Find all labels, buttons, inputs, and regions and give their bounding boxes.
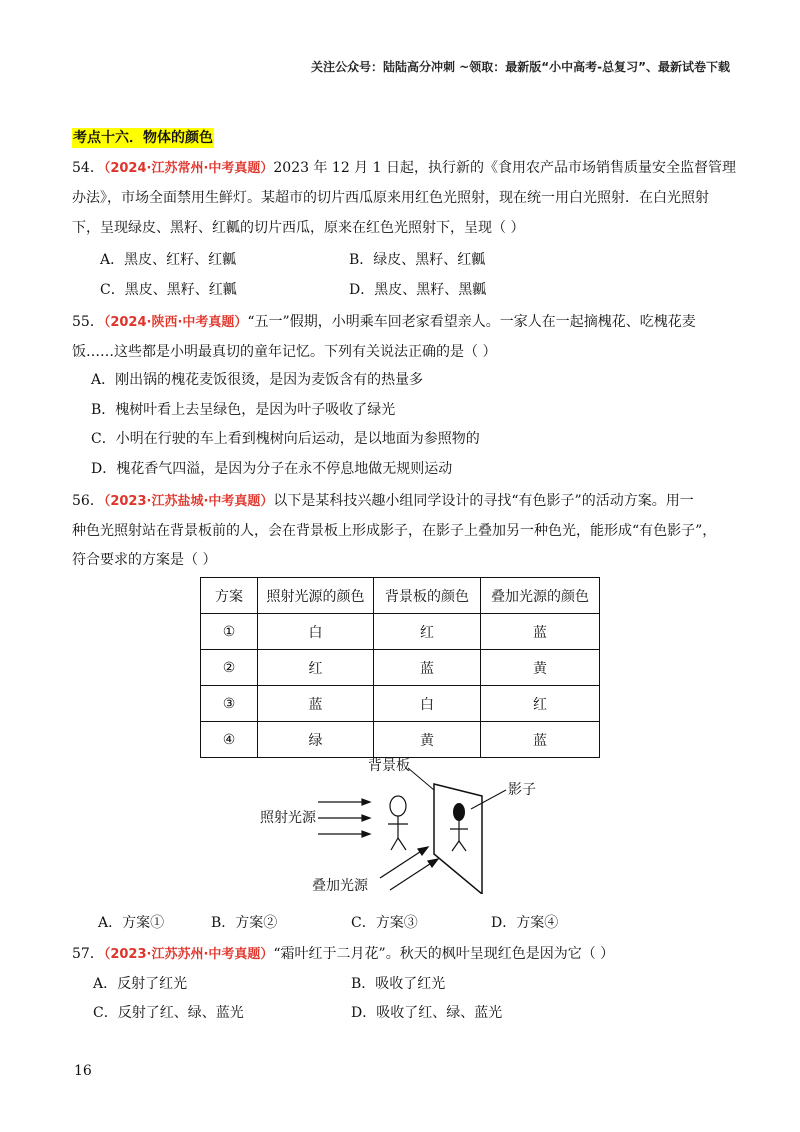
q54-option-b: B．绿皮、黑籽、红瓤 bbox=[349, 252, 486, 268]
shadow-experiment-figure bbox=[250, 754, 570, 894]
table-cell: ③ bbox=[201, 686, 258, 722]
table-header-cell: 背景板的颜色 bbox=[374, 578, 481, 614]
table-header-row bbox=[201, 578, 600, 614]
overlay-source-label: 叠加光源 bbox=[312, 878, 368, 894]
q54-option-c: C．黑皮、黑籽、红瓤 bbox=[100, 282, 237, 298]
q57-source: （2023·江苏苏州·中考真题） bbox=[103, 947, 274, 962]
board-label: 背景板 bbox=[368, 758, 410, 774]
person-figure bbox=[388, 796, 408, 850]
table-cell: 蓝 bbox=[374, 650, 481, 686]
q55-source: （2024·陕西·中考真题） bbox=[103, 315, 248, 330]
table-cell: 白 bbox=[374, 686, 481, 722]
illumination-arrows bbox=[318, 799, 370, 837]
q56-option-b: B．方案② bbox=[211, 915, 278, 931]
page-header: 关注公众号：陆陆高分冲刺 ~领取：最新版“小中高考-总复习”、最新试卷下载 bbox=[311, 60, 730, 74]
table-header-cell: 叠加光源的颜色 bbox=[481, 578, 600, 614]
q57-number: 57． bbox=[72, 946, 104, 962]
table-cell: ② bbox=[201, 650, 258, 686]
table-row bbox=[201, 686, 600, 722]
q55-text1: “五一”假期，小明乘车回老家看望亲人。一家人在一起摘槐花、吃槐花麦 bbox=[247, 314, 696, 330]
q54-number: 54． bbox=[72, 160, 104, 176]
q55-option-d: D．槐花香气四溢，是因为分子在永不停息地做无规则运动 bbox=[91, 461, 453, 477]
board-pointer-line bbox=[408, 768, 434, 790]
table-header-cell: 照射光源的颜色 bbox=[258, 578, 374, 614]
q56-option-a: A．方案① bbox=[98, 915, 165, 931]
table-cell: 蓝 bbox=[481, 614, 600, 650]
table-cell: ① bbox=[201, 614, 258, 650]
table-cell: 绿 bbox=[258, 722, 374, 758]
illumination-source-label: 照射光源 bbox=[260, 810, 316, 826]
q54-text1: 2023 年 12 月 1 日起，执行新的《食用农产品市场销售质量安全监督管理 bbox=[273, 160, 736, 176]
table-cell: 黄 bbox=[481, 650, 600, 686]
q54-line3: 下，呈现绿皮、黑籽、红瓤的切片西瓜，原来在红色光照射下，呈现（ ） bbox=[72, 220, 525, 236]
q55-option-c: C．小明在行驶的车上看到槐树向后运动，是以地面为参照物的 bbox=[91, 431, 480, 447]
q55-option-a: A．刚出锅的槐花麦饭很烫，是因为麦饭含有的热量多 bbox=[91, 372, 424, 388]
q57-text1: “霜叶红于二月花”。秋天的枫叶呈现红色是因为它（ ） bbox=[273, 946, 615, 962]
page-number: 16 bbox=[74, 1063, 92, 1079]
table-header-cell: 方案 bbox=[201, 578, 258, 614]
q56-option-c: C．方案③ bbox=[351, 915, 418, 931]
table-row bbox=[201, 614, 600, 650]
overlay-light-arrows bbox=[380, 847, 438, 890]
q57-option-a: A．反射了红光 bbox=[93, 976, 188, 992]
table-cell: 红 bbox=[258, 650, 374, 686]
table-cell: ④ bbox=[201, 722, 258, 758]
background-board bbox=[434, 784, 482, 894]
q56-number: 56． bbox=[72, 493, 104, 509]
q54-option-a: A．黑皮、红籽、红瓤 bbox=[100, 252, 237, 268]
q56-line1 bbox=[72, 491, 732, 512]
table-row bbox=[201, 722, 600, 758]
q54-option-d: D．黑皮、黑籽、黑瓤 bbox=[349, 282, 487, 298]
q56-text1: 以下是某科技兴趣小组同学设计的寻找“有色影子”的活动方案。用一 bbox=[273, 493, 694, 509]
q57-option-b: B．吸收了红光 bbox=[351, 976, 446, 992]
table-cell: 白 bbox=[258, 614, 374, 650]
q56-line2: 种色光照射站在背景板前的人，会在背景板上形成影子，在影子上叠加另一种色光，能形成“有色影子”， bbox=[72, 523, 717, 539]
table-cell: 蓝 bbox=[481, 722, 600, 758]
table-cell: 蓝 bbox=[258, 686, 374, 722]
table-row bbox=[201, 650, 600, 686]
q54-source: （2024·江苏常州·中考真题） bbox=[103, 161, 274, 176]
section-title: 考点十六．物体的颜色 bbox=[73, 130, 213, 146]
table-cell: 红 bbox=[374, 614, 481, 650]
q55-line2: 饭……这些都是小明最真切的童年记忆。下列有关说法正确的是（ ） bbox=[72, 344, 497, 360]
q57-option-c: C．反射了红、绿、蓝光 bbox=[93, 1005, 244, 1021]
q55-number: 55． bbox=[72, 314, 104, 330]
q54-line2: 办法》，市场全面禁用生鲜灯。某超市的切片西瓜原来用红色光照射，现在统一用白光照射．在白光照射 bbox=[72, 190, 709, 206]
table-cell: 黄 bbox=[374, 722, 481, 758]
q55-option-b: B．槐树叶看上去呈绿色，是因为叶子吸收了绿光 bbox=[91, 402, 396, 418]
q55-line1 bbox=[72, 312, 732, 333]
q56-option-d: D．方案④ bbox=[491, 915, 559, 931]
q54-line1 bbox=[72, 158, 736, 179]
table-cell: 红 bbox=[481, 686, 600, 722]
q56-source: （2023·江苏盐城·中考真题） bbox=[103, 494, 274, 509]
plan-table bbox=[200, 577, 600, 758]
shadow-label: 影子 bbox=[508, 782, 536, 798]
q56-line3: 符合要求的方案是（ ） bbox=[72, 552, 217, 568]
q57-line1 bbox=[72, 944, 732, 965]
q57-option-d: D．吸收了红、绿、蓝光 bbox=[351, 1005, 503, 1021]
